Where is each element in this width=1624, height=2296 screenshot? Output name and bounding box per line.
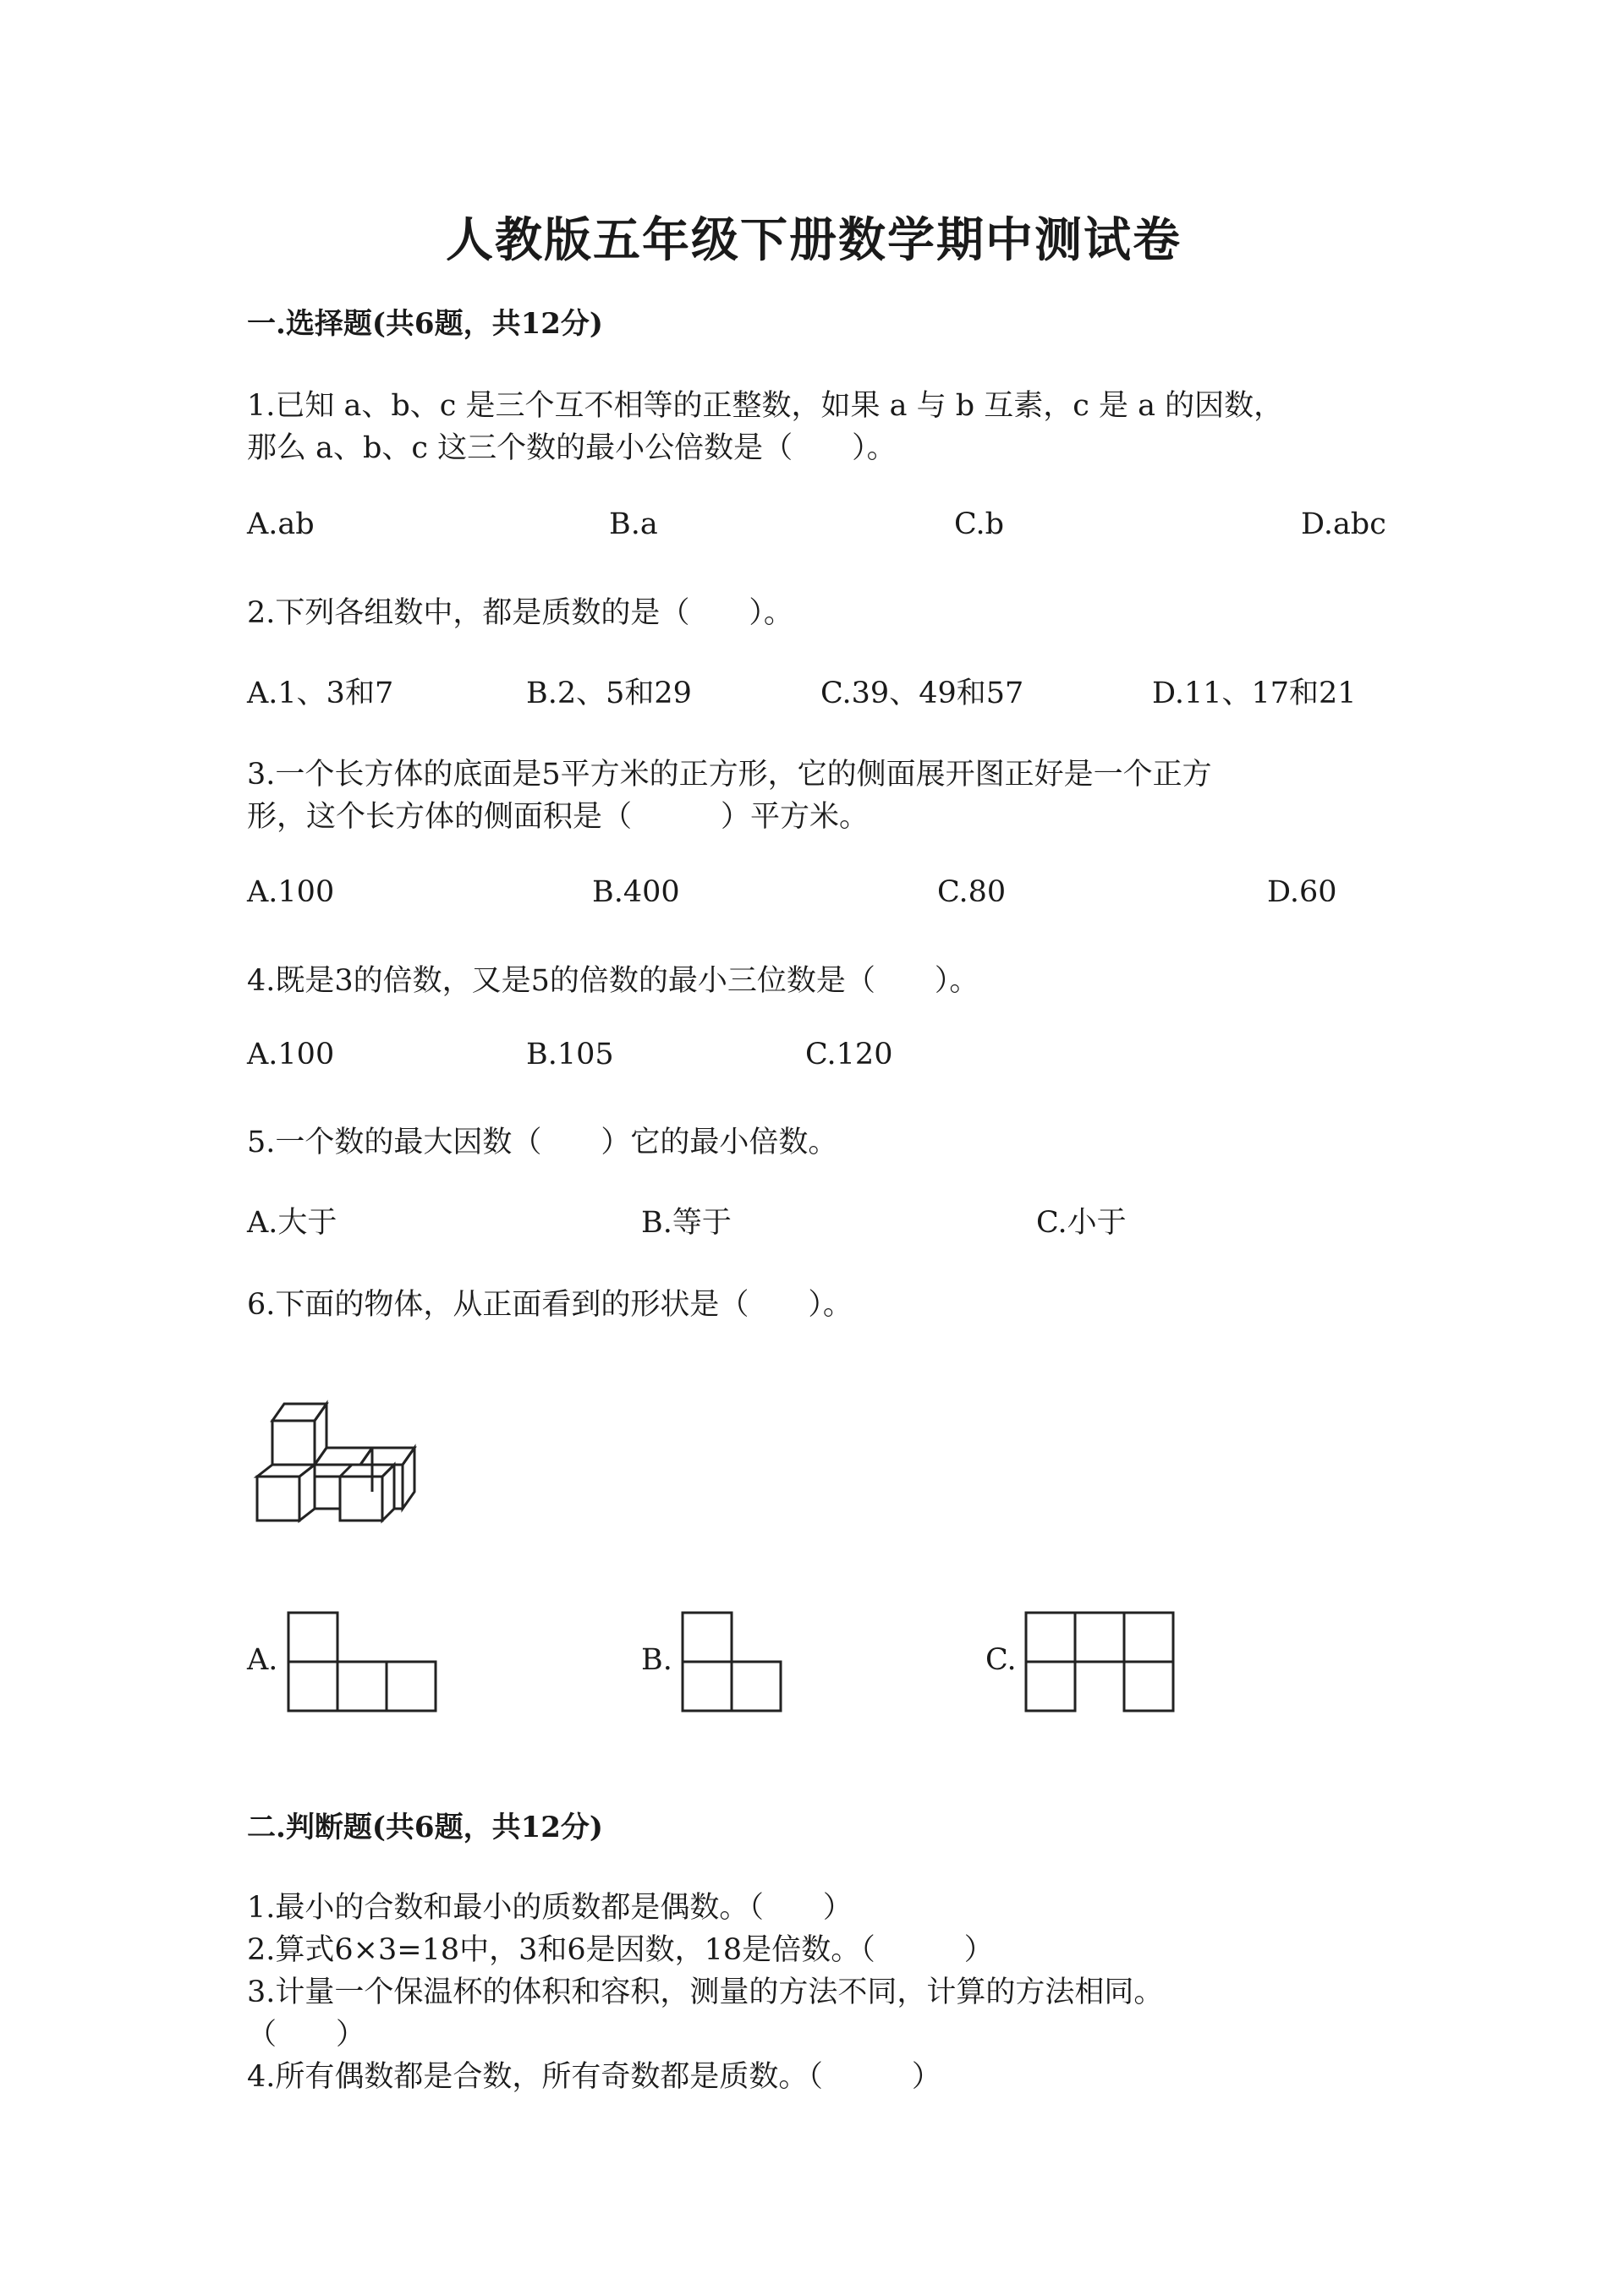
- question-6-option-c[interactable]: C.: [985, 1643, 1017, 1677]
- question-6-option-a[interactable]: A.: [247, 1643, 278, 1677]
- judgement-item-3-answer[interactable]: （ ）: [247, 2018, 366, 2052]
- question-1-option-d[interactable]: D.abc: [1301, 507, 1386, 541]
- section-heading-judgement: 二.判断题(共6题，共12分): [247, 1811, 603, 1844]
- question-3-text: 3.一个长方体的底面是5平方米的正方形，它的侧面展开图正好是一个正方: [247, 758, 1212, 792]
- question-4-option-b[interactable]: B.105: [526, 1038, 614, 1071]
- question-5-option-c[interactable]: C.小于: [1036, 1206, 1127, 1240]
- question-4-text: 4.既是3的倍数，又是5的倍数的最小三位数是（ ）。: [247, 964, 979, 998]
- question-2-text: 2.下列各组数中，都是质数的是（ ）。: [247, 596, 793, 630]
- section-heading-choice: 一.选择题(共6题，共12分): [247, 307, 603, 341]
- question-1-option-c[interactable]: C.b: [954, 507, 1005, 541]
- question-1-option-a[interactable]: A.ab: [247, 507, 315, 541]
- question-4-option-c[interactable]: C.120: [805, 1038, 893, 1071]
- question-2-option-d[interactable]: D.11、17和21: [1152, 677, 1357, 710]
- question-1-text: 1.已知 a、b、c 是三个互不相等的正整数，如果 a 与 b 互素，c 是 a 的因数，: [247, 389, 1284, 423]
- shape-c-icon: [1025, 1612, 1177, 1715]
- question-3-option-c[interactable]: C.80: [937, 875, 1007, 909]
- question-1-text-line2: 那么 a、b、c 这三个数的最小公倍数是（ ）。: [247, 431, 897, 465]
- question-2-option-a[interactable]: A.1、3和7: [247, 677, 394, 710]
- question-2-option-c[interactable]: C.39、49和57: [820, 677, 1024, 710]
- judgement-item-1: 1.最小的合数和最小的质数都是偶数。（ ）: [247, 1891, 853, 1925]
- question-1-option-b[interactable]: B.a: [609, 507, 658, 541]
- shape-a-icon: [288, 1612, 440, 1715]
- question-6-option-b[interactable]: B.: [641, 1643, 672, 1677]
- question-3-option-b[interactable]: B.400: [592, 875, 680, 909]
- shape-b-icon: [682, 1612, 787, 1715]
- question-2-option-b[interactable]: B.2、5和29: [526, 677, 692, 710]
- judgement-item-3: 3.计量一个保温杯的体积和容积，测量的方法不同，计算的方法相同。: [247, 1975, 1164, 2009]
- question-5-option-b[interactable]: B.等于: [641, 1206, 732, 1240]
- judgement-item-2: 2.算式6×3=18中，3和6是因数，18是倍数。（ ）: [247, 1933, 994, 1967]
- question-4-option-a[interactable]: A.100: [247, 1038, 335, 1071]
- question-5-option-a[interactable]: A.大于: [247, 1206, 337, 1240]
- question-3-option-a[interactable]: A.100: [247, 875, 335, 909]
- question-5-text: 5.一个数的最大因数（ ）它的最小倍数。: [247, 1126, 838, 1159]
- judgement-item-4: 4.所有偶数都是合数，所有奇数都是质数。（ ）: [247, 2060, 941, 2094]
- question-3-option-d[interactable]: D.60: [1267, 875, 1337, 909]
- question-3-text-line2: 形，这个长方体的侧面积是（ ）平方米。: [247, 800, 870, 834]
- cube-stack-figure: [245, 1387, 431, 1556]
- question-6-text: 6.下面的物体，从正面看到的形状是（ ）。: [247, 1288, 853, 1322]
- page-title: 人教版五年级下册数学期中测试卷: [446, 212, 1182, 268]
